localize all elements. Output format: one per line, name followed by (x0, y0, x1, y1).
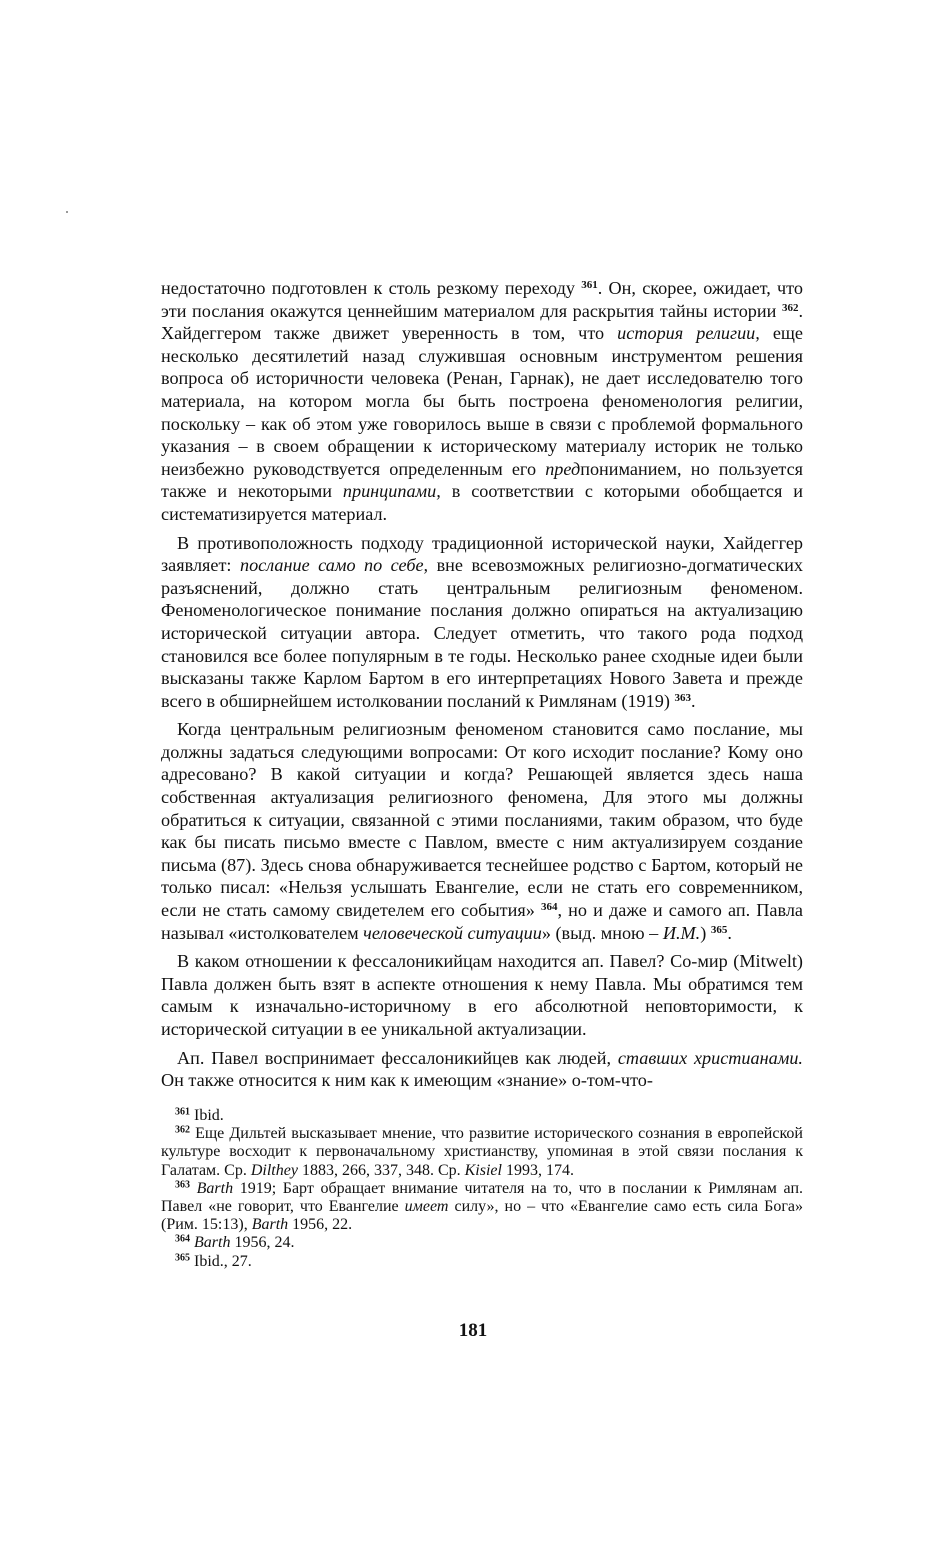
footnote (161, 1234, 803, 1252)
footnote-ref: 361 (175, 1106, 190, 1118)
text-run (190, 1180, 197, 1197)
paragraph (161, 950, 803, 1040)
italic-text: человеческой ситуации (363, 922, 542, 943)
text-run: вне всевозможных религиозно-догматических разъяснений, должно стать центральным религиозным феноменом. Феноменологическое понимание послания должно опираться на актуализацию исторической ситуации автора. Следует отметить, что такого рода подход становился все более популярным в те годы. Несколько ранее сходные идеи были высказаны также Карлом Бартом в его интерпретациях Нового Завета и прежде всего в обширнейшем истолковании посланий к Римлянам (1919) (161, 555, 803, 711)
italic-text: И.М. (662, 922, 701, 943)
italic-text: Barth (251, 1216, 289, 1234)
italic-text: Barth (194, 1234, 231, 1252)
text-run: . Хайдеггером также движет уверенность в том, что (161, 300, 803, 344)
text-run: В каком отношении к фессалоникийцам находится ап. Павел? Со-мир (Mitwelt) Павла должен быть взят в аспекте отношения к нему Павла. Мы обратимся тем самым к изначально-историчному в его абсолютной неповторимости, к исторической ситуации в ее уникальной актуализации. (161, 951, 803, 1039)
footnote-ref: 365 (175, 1252, 190, 1264)
text-run: Он также относится к ним как к имеющим «знание» о-том-что- (161, 1070, 653, 1091)
text-run: в соответствии с которыми обобщается и систематизируется материал. (161, 481, 803, 524)
text-run: Ibid. (190, 1107, 224, 1124)
text-run: . Он, скорее, ожидает, что эти послания окажутся ценнейшим материалом для раскрытия тайны истории (161, 278, 803, 321)
text-run: силу», но – что «Евангелие само есть сила Бога» (Рим. 15:13), (161, 1198, 803, 1234)
text-run: 1956, 22. (288, 1216, 353, 1234)
italic-text: принципами, (342, 481, 441, 502)
text-run: еще несколько десятилетий назад служившая основным инструментом решения вопроса об историчности человека (Ренан, Гарнак), не дает исследователю того материала, на котором могла бы быть построена феноменология религии, поскольку – как об этом уже говорилось выше в связи с проблемой формального указания – в своем обращении к историческому материалу историк не только неизбежно руководствуется определенным его (161, 323, 803, 479)
text-run: Ап. Павел воспринимает фессалоникийцев как людей, (177, 1047, 618, 1068)
footnote-ref: 363 (175, 1179, 190, 1191)
paragraph (161, 277, 803, 526)
footnote-ref: 362 (781, 301, 799, 314)
text-run: 1956, 24. (230, 1234, 295, 1252)
italic-text: Kisiel (464, 1161, 502, 1179)
text-run: 1919; Барт обращает внимание читателя на то, что в послании к Римлянам ап. Павел «не говорит, что Евангелие (161, 1179, 804, 1216)
footnote (161, 1253, 803, 1271)
italic-text: послание само по себе, (239, 555, 429, 576)
text-run: » (выд. мною – (541, 922, 663, 943)
footnote-ref: 364 (175, 1233, 190, 1245)
footnote-ref: 363 (674, 691, 691, 704)
text-run: недостаточно подготовлен к столь резкому переходу (161, 278, 582, 298)
text-run: пониманием, но пользуется также и некоторыми (161, 458, 804, 502)
text-run: В противоположность подходу традиционной исторической науки, Хайдеггер заявляет: (161, 532, 803, 576)
text-run: . (690, 690, 696, 711)
text-run: Еще Дильтей высказывает мнение, что развитие исторического сознания в европейской культуре восходит к первоначальному христианству, упоминая в этой связи послания к Галатам. Ср. (161, 1125, 803, 1179)
text-run: 1993, 174. (501, 1161, 574, 1179)
footnote-ref: 361 (581, 278, 598, 291)
italic-text: история религии, (617, 323, 760, 344)
footnote (161, 1125, 803, 1180)
text-run: . (727, 922, 732, 943)
text-run: ) (700, 922, 711, 943)
page-number: 181 (458, 1320, 488, 1341)
text-run: Ibid., 27. (190, 1252, 252, 1270)
footnote (161, 1180, 803, 1235)
italic-text: пред (545, 458, 581, 479)
footnote-ref: 365 (710, 923, 728, 936)
paragraph (161, 1047, 803, 1092)
scan-speck (66, 211, 68, 213)
italic-text: Dilthey (250, 1161, 298, 1179)
text-run: , но и даже и самого ап. Павла называл «истолкователем (161, 900, 803, 943)
text-run: 1883, 266, 337, 348. Ср. (297, 1161, 465, 1179)
footnotes (161, 1107, 803, 1271)
paragraph (161, 718, 803, 944)
footnote-ref: 362 (175, 1124, 190, 1136)
footnote-ref: 364 (540, 900, 558, 913)
italic-text: Barth (196, 1179, 234, 1197)
paragraph (161, 532, 803, 713)
italic-text: ставших христианами. (617, 1047, 803, 1068)
italic-text: имеет (404, 1198, 449, 1216)
footnote (161, 1107, 803, 1125)
text-run: Когда центральным религиозным феноменом становится само послание, мы должны задаться следующими вопросами: От кого исходит послание? Кому оно адресовано? В какой ситуации и когда? Решающей является здесь наша собственная актуализация религиозного феномена, Для этого мы должны обратиться к ситуации, связанной с этими посланиями, таким образом, что буде как бы писать письмо вместе с Павлом, вместе с ним актуализируем создание письма (87). Здесь снова обнаруживается теснейшее родство с Бартом, который не только писал: «Нельзя услышать Евангелие, если не стать его современником, если не стать самому свидетелем его события» (161, 719, 803, 921)
main-text (161, 277, 803, 1098)
